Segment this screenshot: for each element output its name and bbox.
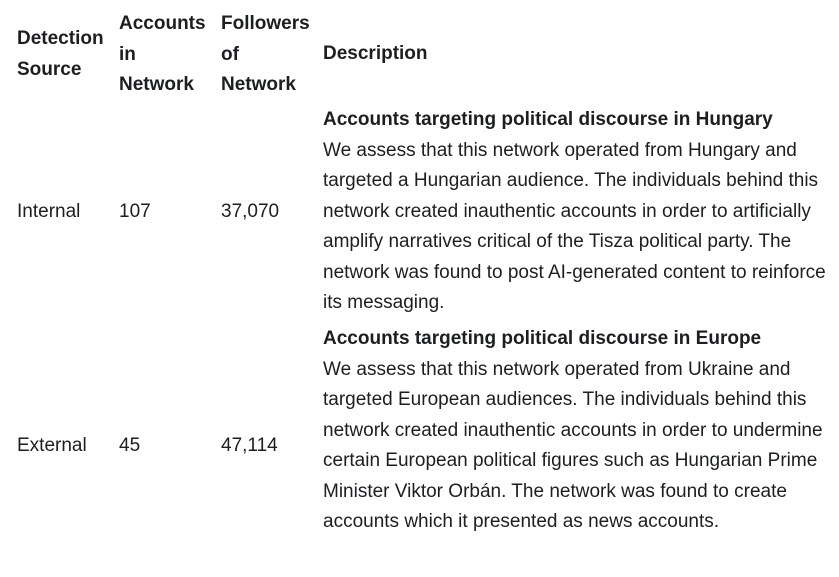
header-followers-line2: of [221, 43, 239, 65]
header-followers-line1: Followers [221, 13, 310, 34]
header-detection-source-line1: Detection [17, 28, 104, 49]
row2-description-title: Accounts targeting political discourse in Europe [323, 328, 762, 349]
header-accounts-in-network [119, 9, 206, 101]
row1-accounts: 107 [119, 201, 151, 222]
row1-description [323, 105, 828, 319]
row1-description-title: Accounts targeting political discourse in Hungary [323, 109, 773, 130]
header-accounts-line2: in [119, 43, 136, 65]
header-followers-of-network [221, 9, 310, 101]
row2-description-body: We assess that this network operated from Ukraine and targeted European audiences. The individuals behind this network created inauthentic accounts in order to undermine certain European political figures such as Hungarian Prime Minister Viktor Orbán. The network was found to create accounts which it presented as news accounts. [323, 358, 823, 532]
row1-followers: 37,070 [221, 201, 280, 222]
row1-detection-source: Internal [17, 201, 81, 222]
row2-detection-source: External [17, 435, 87, 456]
header-description: Description [323, 43, 428, 64]
header-followers-line3: Network [221, 74, 296, 95]
row2-description [323, 324, 828, 538]
row2-accounts: 45 [119, 435, 141, 456]
header-accounts-line3: Network [119, 74, 194, 95]
row2-followers: 47,114 [221, 435, 278, 456]
header-accounts-line1: Accounts [119, 13, 206, 34]
row1-description-body: We assess that this network operated from Hungary and targeted a Hungarian audience. The individuals behind this network created inauthentic accounts in order to artificially amplify narratives critical of the Tisza political party. The network was found to post AI-generated content to reinforce its messaging. [323, 139, 826, 313]
header-detection-source-line2: Source [17, 58, 82, 80]
header-detection-source [17, 24, 104, 85]
